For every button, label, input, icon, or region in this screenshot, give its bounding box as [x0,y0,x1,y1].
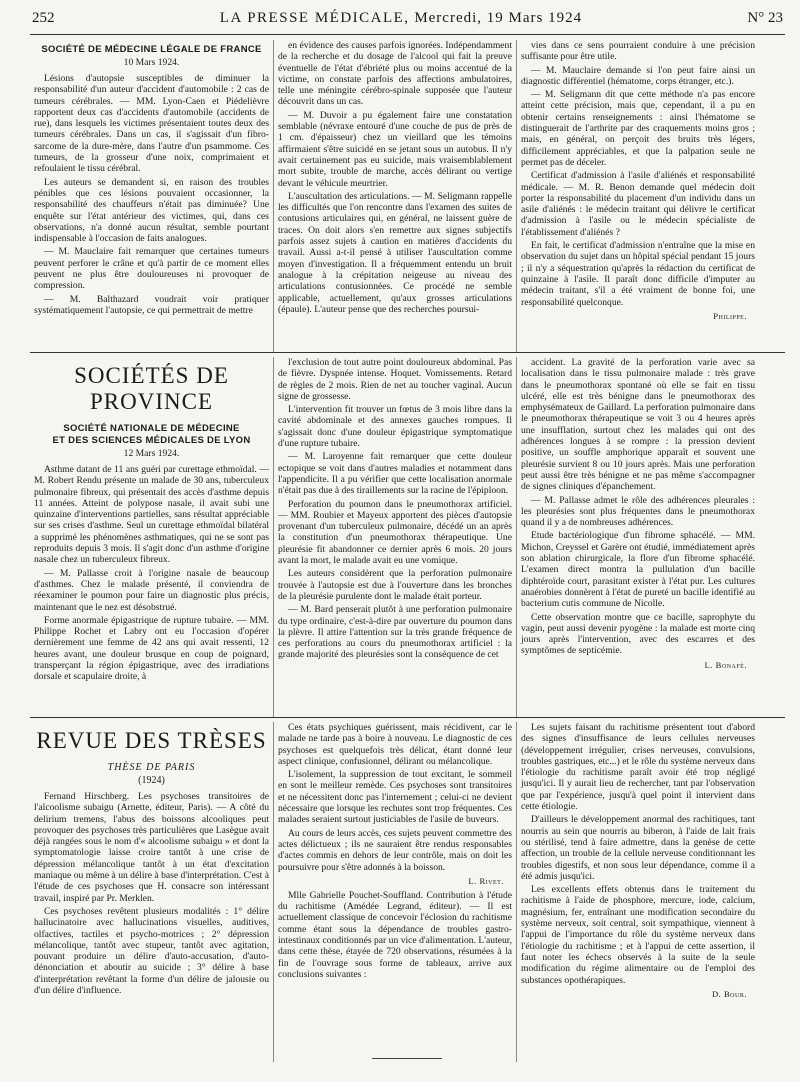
paragraph: — M. Seligmann dit que cette méthode n'a pas encore atteint cette précision, mais que, cependant, il a pu en obtenir certains renseignements : ainsi l'hématome se distinguerait de l'arthrite par des craquements moins gros ; mais, en général, on perçoit des bruits très légers, difficilement appréciables, et que la palpation seule ne permet pas de déceler. [521,89,755,168]
paragraph: Les sujets faisant du rachitisme présentent tout d'abord des signes d'insuffisance de leurs cellules nerveuses (développement irrégulier, crises nerveuses, convulsions, troubles gastriques, etc...) et le rôle du système nerveux dans l'étiologie du rachitisme paraît avoir été trop négligé jusqu'ici. Il y aurait lieu de rechercher, tant par l'observation que par l'expérience, jusqu'à quel point il intervient dans cette étiologie. [521,722,755,813]
header-title [220,10,582,27]
paragraph: vies dans ce sens pourraient conduire à une précision suffisante pour être utile. [521,40,755,63]
paragraph: Etude bactériologique d'un fibrome sphacélé. — MM. Michon, Creyssel et Garère ont étudié, immédiatement après son ablation chirurgicale, la flore d'un fibrome sphacélé. L'examen direct montra la pullulation d'un bacille diphtéroïde court, parasitant exister à l'état pur. Les cultures anaérobies donnèrent à l'état de pureté un bacille identifié au bacterium cutis commune de Nicolle. [521,530,755,610]
paragraph: — M. Duvoir a pu également faire une constatation semblable (névraxe entouré d'une couche de pus de près de 1 cm. d'épaisseur) chez un vieillard que les témoins affirmaient s'être suicidé en se jetant sous un autobus. Il n'y avait certainement pas eu suicide, mais vraisemblablement mort subite, trouble de marche, accès délirant ou vertige devant le véhicule meurtrier. [278,109,512,189]
column-3 [516,722,759,1062]
paragraph: — M. Pallasse croit à l'origine nasale de beaucoup d'asthmes. Chez le malade présenté, il conviendra de réexaminer le poumon pour faire un diagnostic plus précis, maintenant que le nez est désobstrué. [34,567,269,613]
section-title: REVUE DES TRÈSES [36,728,267,753]
session-date: 12 Mars 1924. [123,448,180,459]
paragraph: L'isolement, la suppression de tout excitant, le sommeil en sont le meilleur remède. Ces psychoses sont transitoires et ne nécessitent donc pas l'internement ; celui-ci ne devient nécessaire que lorsque les rechutes sont trop fréquentes. Ces malades seraient surtout justiciables de l'asile de buveurs. [278,769,512,826]
page-number: 252 [32,10,55,26]
society-heading: SOCIÉTÉ DE MÉDECINE LÉGALE DE FRANCE [41,44,262,55]
paragraph: Perforation du poumon dans le pneumothorax artificiel. — MM. Roubier et Mayeux apportent des pièces d'autopsie provenant d'un tuberculeux pulmonaire, décédé un an après la constitution d'un pneumothorax thérapeutique. Une pleurésie fit abandonner ce dernier après 6 mois. 20 jours avant la mort, le malade avait eu une vomique. [278,498,512,567]
paragraph: Certificat d'admission à l'asile d'aliénés et responsabilité médicale. — M. R. Benon demande quel médecin doit porter la responsabilité du placement d'un individu dans un asile d'aliénés : le médecin traitant qui délivre le certificat d'admission à l'asile ou le médecin spécialiste de l'établissement d'aliénés ? [521,170,755,238]
column-1 [30,722,273,1062]
paragraph: — M. Pallasse admet le rôle des adhérences pleurales : les pleurésies sont plus fréquentes dans le pneumothorax quand il y a de nombreuses adhérences. [521,494,755,529]
paragraph: L'intervention fit trouver un fœtus de 3 mois libre dans la cavité abdominale et des annexes gauches rompues. Il s'agissait donc d'une douleur épigastrique symptomatique d'une rupture tubaire. [278,404,512,450]
paragraph: — M. Laroyenne fait remarquer que cette douleur ectopique se voit dans d'autres maladies et notamment dans l'appendicite. Il a pu vérifier que cette localisation anormale n'était pas due à des tiraillements sur la racine de l'épiploon. [278,451,512,497]
journal-page [30,10,785,1070]
paragraph: Asthme datant de 11 ans guéri par curettage ethmoïdal. — M. Robert Rendu présente un malade de 30 ans, tuberculeux pulmonaire fibreux, qui présentait des accès d'asthme depuis 11 années. Atteint de polypose nasale, il avait subi une quinzaine d'interventions partielles, sans résultat appréciable sur ses crises d'asthme. Seul un curettage ethmoïdal bilatéral a supprimé les phénomènes asthmatiques, qui ne se sont pas reproduits depuis 3 mois. Il s'agit donc d'un asthme d'origine nasale chez un tuberculeux fibreux. [34,464,269,566]
column-2 [273,722,516,1062]
running-header [30,10,785,35]
paragraph: accident. La gravité de la perforation varie avec sa localisation dans le tissu pulmonaire malade : très grave dans le pneumothorax spontané où elle se fait en tissu ulcéré, elle est très bénigne dans le pneumothorax des emphysémateux de Gaillard. La perforation pulmonaire dans le pneumothorax thérapeutique se voit 3 ou 4 heures après une insufflation, surtout chez les malades qui ont des adhérences longues à se rompre : la pression devient positive, un souffle amphorique apparaît et souvent une pleurésie survient 8 ou 10 jours après. Mais une perforation peut aussi être très bénigne et ne pas même s'accompagner de signes cliniques d'épanchement. [521,357,755,493]
author-signature: L. Bonafé. [704,659,747,670]
column-2 [273,40,516,352]
paragraph: En fait, le certificat d'admission n'entraîne que la mise en observation du sujet dans un hôpital spécial pendant 15 jours ; il n'y a séquestration qu'après la rédaction du certificat de quinzaine à l'asile. Il paraît donc difficile d'imputer au médecin traitant, s'il a été vraiment de bonne foi, une responsabilité quelconque. [521,240,755,308]
paragraph: Mlle Gabrielle Pouchet-Souffland. Contribution à l'étude du rachitisme (Amédée Legrand, éditeur). — Il est actuellement classique de concevoir l'éclosion du rachitisme comme étant sous la dépendance de troubles gastro-intestinaux conditionnés par un vice d'alimentation. L'auteur, dans cette thèse, étayée de 720 observations, résumées à la fin de l'ouvrage sous forme de tableaux, arrive aux conclusions suivantes : [278,889,512,980]
thesis-year: (1924) [138,775,165,786]
paragraph: Au cours de leurs accès, ces sujets peuvent commettre des actes délictueux ; ils ne sauraient être rendus responsables d'actes commis en dehors de leur contrôle, mais on doit les poursuivre pour s'être adonnés à la boisson. [278,827,512,873]
column-1 [30,357,273,717]
paragraph: D'ailleurs le développement anormal des rachitiques, tant nourris au sein que nourris au biberon, à l'aide de lait frais ou stérilisé, tend à faire admettre, dans la genèse de cette affection, un trouble de la cellule nerveuse conditionnant les troubles digestifs, et non sous leur dépendance, comme il a été admis jusqu'ici. [521,814,755,882]
paragraph: Fernand Hirschberg. Les psychoses transitoires de l'alcoolisme subaigu (Arnette, éditeur, Paris). — A côté du delirium tremens, l'abus des boissons alcooliques peut provoquer des psychoses très particulières que Lasègue avait déjà rangées sous le nom d'« alcoolisme subaigu » et dont la symptomatologie laisse croire tantôt à une crise de dépression mélancolique tantôt à un état d'excitation maniaque ou même à un délire à base d'interprétation. C'est à l'étude de ces psychoses que H. consacre son intéressant travail, inspiré par Pr. Merklen. [34,791,269,904]
column-1 [30,40,273,352]
paragraph: — M. Bard penserait plutôt à une perforation pulmonaire du type ordinaire, c'est-à-dire par ouverture du poumon dans la plèvre. Il attire l'attention sur la très grande fréquence de ces perforations au cours du pneumothorax artificiel : la grande majorité des pleurésies sont la conséquence de cet [278,604,512,661]
author-signature: L. Rivet. [468,875,504,886]
paragraph: Forme anormale épigastrique de rupture tubaire. — MM. Philippe Rochet et Labry ont eu l'occasion d'opérer dernièrement une femme de 42 ans qui avait ressenti, 12 heures avant, une douleur brusque en coup de poignard, transperçant la région épigastrique, avec des irradiations dorsale et scapulaire droite, à [34,614,269,683]
paragraph: Les auteurs considèrent que la perforation pulmonaire trouvée à l'autopsie est due à l'ouverture dans les bronches de la pleurésie purulente dont le malade était porteur. [278,568,512,602]
paragraph: l'exclusion de tout autre point douloureux abdominal. Pas de fièvre. Dyspnée intense. Hoquet. Vomissements. Retard de règles de 2 mois. Rien de net au toucher vaginal. Aucun signe de grossesse. [278,357,512,402]
author-signature: D. Bour. [711,988,747,999]
provincial-societies-section [30,357,785,718]
paragraph: Les auteurs se demandent si, en raison des troubles pénibles que ces lésions pouvaient occasionner, la responsabilité des chauffeurs n'était pas diminuée? Une enquête sur l'état antérieur des victimes, qui, dans ces observations, n'a donné aucun résultat, semble pourtant indispensable à l'occasion de faits analogues. [34,176,269,245]
thesis-review-section [30,722,785,1062]
thesis-subheading: THÈSE DE PARIS [107,762,196,773]
legal-medicine-section [30,40,785,353]
column-3 [516,40,759,352]
society-heading: SOCIÉTÉ NATIONALE DE MÉDECINE [63,423,240,434]
paragraph: L'auscultation des articulations. — M. Seligmann rappelle les difficultés que l'on rencontre dans l'examen des suites de contusions articulaires qui, en général, ne laissent guère de traces. On doit alors s'en remettre aux signes subjectifs parfois assez sujets à caution en matières d'accidents du travail. Aussi a-t-il pensé à utiliser l'auscultation comme moyen d'investigation. Il a fréquemment entendu un bruit analogue à la crépitation neigeuse au niveau des articulations contusionnées. Ce procédé ne semble applicable, actuellement, qu'aux grosses articulations (épaule). L'auteur pense que des recherches poursui- [278,190,512,315]
society-heading-line2: ET DES SCIENCES MÉDICALES DE LYON [52,435,251,446]
paragraph: — M. Balthazard voudrait voir pratiquer systématiquement l'autopsie, ce qui permettrait de mettre [34,293,269,316]
publication-name: LA PRESSE MÉDICALE, [219,10,410,26]
paragraph: Lésions d'autopsie susceptibles de diminuer la responsabilité d'un auteur d'accident d'automobile : 2 cas de tumeurs cérébrales. — MM. Lyon-Caen et Piédelièvre rapportent deux cas d'accidents d'automobile (accidents de rue), dans lesquels les victimes présentaient toutes deux des tumeurs cérébrales. Dans un cas, il s'agissait d'un fibro-sarcome de la dure-mère, dans l'autre d'un psammome. Ces tumeurs, de la grosseur d'une noix, comprimaient et refoulaient le tissu cérébral. [34,73,269,175]
end-rule [372,1058,442,1059]
session-date: 10 Mars 1924. [123,57,180,68]
column-3 [516,357,759,717]
paragraph: — M. Mauclaire fait remarquer que certaines tumeurs peuvent perforer le crâne et qu'à partir de ce moment elles peuvent ne plus être douloureuses ni provoquer de compression. [34,246,269,292]
paragraph: Ces psychoses revêtent plusieurs modalités : 1° délire hallucinatoire avec hallucinations visuelles, auditives, olfactives, tactiles et psycho-motrices ; 2° dépression mélancolique, tantôt avec stupeur, tantôt avec agitation, pouvant produire un délire d'auto-accusation, d'auto-dénonciation et aboutir au suicide ; 3° délire à base d'interprétation revêtant la forme d'un délire de jalousie ou d'un délire d'influence. [34,905,269,997]
paragraph: en évidence des causes parfois ignorées. Indépendamment de la recherche et du dosage de l'alcool qui fait la preuve éventuelle de l'état d'ébriété plus ou moins accentué de la victime, on constate parfois des affections ambulatoires, telle une méningite cérébro-spinale supposée que l'auteur découvrit dans un cas. [278,40,512,108]
paragraph: — M. Mauclaire demande si l'on peut faire ainsi un diagnostic différentiel (hématome, corps étranger, etc.). [521,64,755,87]
paragraph: Cette observation montre que ce bacille, saprophyte du vagin, peut aussi devenir pyogène : la malade est morte cinq jours après l'intervention, avec des escarres et des symptômes de septicémie. [521,611,755,657]
paragraph: Les excellents effets obtenus dans le traitement du rachitisme à l'aide de phosphore, mercure, iode, calcium, magnésium, fer, entraînant une modification secondaire du système nerveux, soit central, soit sympathique, viennent à l'appui de l'importance du rôle du système nerveux dans l'étiologie du rachitisme ; et à l'appui de cette assertion, il faut noter les échecs observés à la suite de la seule modification du régime alimentaire ou de l'emploi des substances opothérapiques. [521,884,755,986]
issue-date: Mercredi, 19 Mars 1924 [414,10,583,26]
issue-number: N° 23 [747,10,783,26]
section-title: SOCIÉTÉS DE PROVINCE [74,363,229,414]
paragraph: Ces états psychiques guérissent, mais récidivent, car le malade ne tarde pas à boire à nouveau. Le diagnostic de ces psychoses est quelquefois très délicat, étant donné leur aspect clinique, confusionnel, délirant ou mélancolique. [278,722,512,767]
author-signature: Philippe. [713,310,747,321]
column-2 [273,357,516,717]
